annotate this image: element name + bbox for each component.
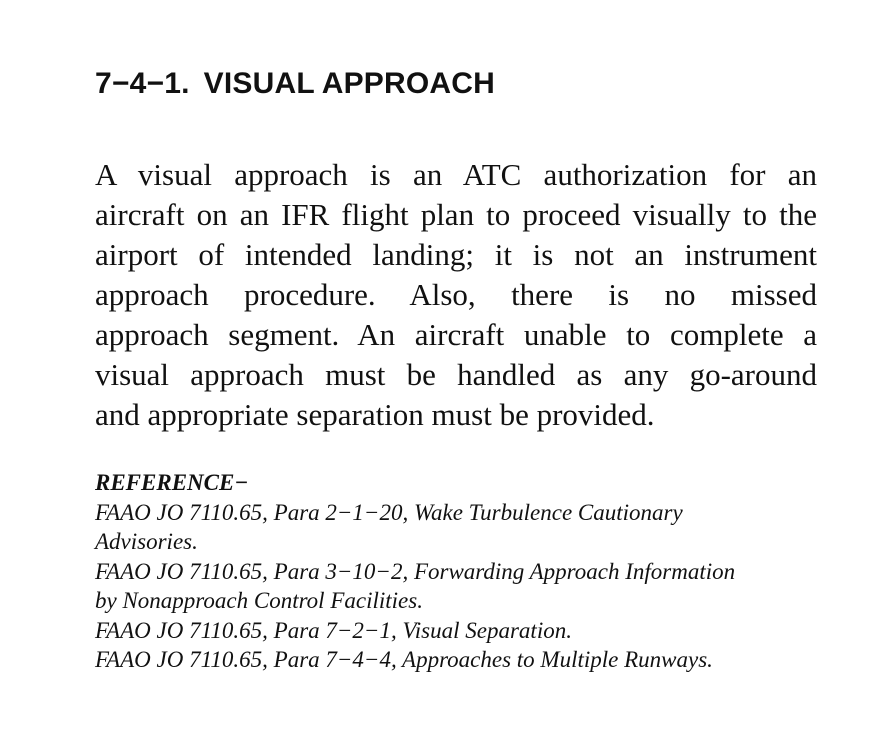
section-title: VISUAL APPROACH [203, 67, 496, 100]
paragraph-line: A visual approach is an ATC authorization for an [95, 157, 817, 192]
reference-line: FAAO JO 7110.65, Para 7−4−4, Approaches to Multiple Runways. [95, 647, 713, 672]
reference-label: REFERENCE− [95, 470, 249, 495]
reference-line: FAAO JO 7110.65, Para 2−1−20, Wake Turbulence Cautionary [95, 499, 683, 525]
reference-block [95, 468, 815, 675]
body-paragraph [95, 155, 817, 435]
paragraph-line: approach segment. An aircraft unable to complete a [95, 317, 817, 352]
reference-line: FAAO JO 7110.65, Para 3−10−2, Forwarding Approach Information [95, 558, 736, 584]
reference-line: by Nonapproach Control Facilities. [95, 588, 423, 613]
section-number: 7−4−1. [95, 67, 190, 100]
paragraph-line: visual approach must be handled as any go-around [95, 357, 817, 392]
paragraph-line: and appropriate separation must be provided. [95, 397, 655, 432]
reference-line: Advisories. [95, 529, 198, 554]
paragraph-line: airport of intended landing; it is not an instrument [95, 237, 817, 272]
paragraph-line: aircraft on an IFR flight plan to proceed visually to the [95, 197, 817, 232]
reference-line: FAAO JO 7110.65, Para 7−2−1, Visual Separation. [95, 617, 572, 643]
paragraph-line: approach procedure. Also, there is no missed [95, 277, 817, 312]
section-heading [95, 66, 495, 102]
